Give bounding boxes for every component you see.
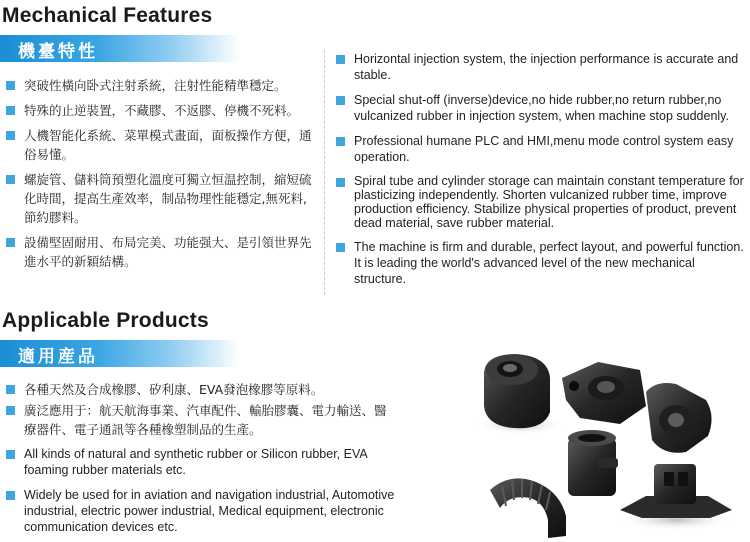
rubber-products-image: [470, 340, 735, 540]
rubber-bushing-part: [476, 354, 564, 435]
column-divider: [324, 50, 325, 295]
list-item: 設備堅固耐用、布局完美、功能强大、是引領世界先進水平的新穎結構。: [6, 233, 316, 271]
list-item: All kinds of natural and synthetic rubber or Silicon rubber, EVA foaming rubber materials etc.: [6, 446, 406, 478]
mechanical-features-zh-heading: 機臺特性: [18, 42, 98, 62]
applicable-products-zh-heading: 適用産品: [18, 347, 98, 367]
list-item: 突破性橫向卧式注射系統，注射性能精準穩定。: [6, 76, 316, 95]
list-item: Special shut-off (inverse)device,no hide rubber,no return rubber,no vulcanized rubber in injection system, when machine stop suddenly.: [336, 92, 748, 124]
list-item: Widely be used for in aviation and navigation industrial, Automotive industrial, electric power industrial, Medical equipment, electronic communication devices etc.: [6, 487, 406, 535]
square-bullet-icon: [6, 175, 15, 184]
applicable-products-banner: [0, 340, 240, 367]
bracket-bushing-part: [646, 383, 712, 453]
square-bullet-icon: [6, 131, 15, 140]
list-item: 各種天然及合成橡膠、矽利康、EVA發泡橡膠等原料。: [6, 380, 396, 399]
mechanical-features-zh-list: [6, 76, 316, 277]
square-bullet-icon: [6, 450, 15, 459]
applicable-products-heading: Applicable Products: [2, 309, 209, 332]
list-item: 廣泛應用于：航天航海事業、汽車配件、輸胎膠囊、電力輸送、醫療器件、電子通訊等各種橡塑制品的生產。: [6, 401, 396, 439]
list-item: 特殊的止逆裝置，不藏膠、不返膠、停機不死料。: [6, 101, 316, 120]
square-bullet-icon: [6, 81, 15, 90]
list-item: The machine is firm and durable, perfect layout, and powerful function. It is leading the world's advanced level of the new mechanical structure.: [336, 239, 748, 287]
square-bullet-icon: [6, 491, 15, 500]
list-item: 螺旋管、儲料筒預塑化溫度可獨立恒温控制，縮短硫化時間，提高生產效率，制品物理性能穩定,無死料,節約膠料。: [6, 170, 316, 227]
list-item: Spiral tube and cylinder storage can maintain constant temperature for plasticizing independently. Shorten vulcanized rubber time, improve production efficiency. Stabilize physical properties of product, prevent dead material, save rubber material.: [336, 174, 748, 230]
square-bullet-icon: [336, 178, 345, 187]
mechanical-features-banner: [0, 35, 240, 62]
list-item: 人機智能化系統、菜單模式畫面，面板操作方便，通俗易懂。: [6, 126, 316, 164]
square-bullet-icon: [6, 238, 15, 247]
square-bullet-icon: [336, 243, 345, 252]
list-item: Horizontal injection system, the injection performance is accurate and stable.: [336, 51, 748, 83]
square-bullet-icon: [6, 406, 15, 415]
mechanical-features-en-list: [336, 51, 748, 287]
square-bullet-icon: [336, 96, 345, 105]
applicable-products-zh-list: [6, 380, 396, 439]
cylindrical-boot-part: [568, 430, 618, 496]
engine-mount-part: [562, 362, 646, 424]
square-bullet-icon: [336, 137, 345, 146]
mechanical-features-heading: Mechanical Features: [2, 4, 213, 27]
square-bullet-icon: [336, 55, 345, 64]
flanged-cap-part: [618, 464, 734, 531]
applicable-products-en-list: [6, 446, 406, 535]
square-bullet-icon: [6, 106, 15, 115]
list-item: Professional humane PLC and HMI,menu mode control system easy operation.: [336, 133, 748, 165]
square-bullet-icon: [6, 385, 15, 394]
bellows-hose-part: [490, 478, 566, 538]
